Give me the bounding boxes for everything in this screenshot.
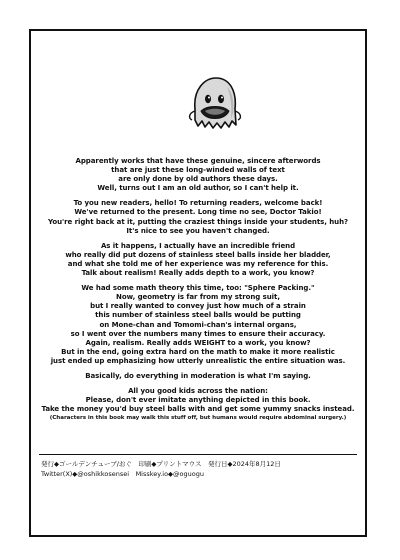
colophon-publication-line: 発行◆ゴールデンチューブ/おぐ 印刷◆プリントマウス 発行日◆2024年8月12日 [41,460,281,468]
text-line: but I really wanted to convey just how much of a strain [90,302,306,311]
text-line: on Mone-chan and Tomomi-chan's internal organs, [99,320,297,329]
afterword-paragraph-5 [37,372,359,381]
ghost-mascot-icon [183,75,245,143]
text-line: this number of stainless steel balls would be putting [95,311,301,320]
afterword-paragraph-3 [37,242,359,278]
text-line: Again, realism. Really adds WEIGHT to a work, you know? [85,338,311,347]
text-line: Basically, do everything in moderation is what I'm saying. [85,371,311,380]
text-line: Well, turns out I am an old author, so I can't help it. [97,184,299,193]
colophon-social-line: Twitter(X)◆@oshikkosensei Misskey.io◆@oguogu [41,470,204,478]
text-line: just ended up emphasizing how utterly unrealistic the entire situation was. [50,356,346,365]
afterword-paragraph-2 [37,199,359,235]
afterword-text [37,157,359,422]
text-line: Talk about realism! Really adds depth to a work, you know? [81,269,315,278]
text-line: Apparently works that have these genuine, sincere afterwords [75,157,321,165]
colophon-divider [39,454,357,455]
text-line: All you good kids across the nation: [128,387,268,396]
text-line: and what she told me of her experience was my reference for this. [67,259,329,268]
text-line: Now, geometry is far from my strong suit, [116,293,280,302]
text-line: so I went over the numbers many times to ensure their accuracy. [70,329,326,338]
text-line: Take the money you'd buy steel balls with and get some yummy snacks instead. [41,405,355,414]
disclaimer-note: (Characters in this book may walk this stuff off, but humans would require abdominal surgery.) [49,415,347,422]
colophon [41,459,361,479]
text-line: It's nice to see you haven't changed. [126,226,270,235]
text-line: You're right back at it, putting the craziest things inside your students, huh? [47,217,349,226]
text-line: To you new readers, hello! To returning readers, welcome back! [73,199,323,208]
text-line: are only done by old authors these days. [118,175,278,184]
afterword-paragraph-6 [37,387,359,422]
text-line: that are just these long-winded walls of text [111,166,285,175]
text-line: We had some math theory this time, too: "Sphere Packing." [81,284,315,293]
text-line: We've returned to the present. Long time no see, Doctor Takio! [74,208,322,217]
afterword-page [29,29,367,537]
afterword-paragraph-4 [37,284,359,366]
text-line: As it happens, I actually have an incredible friend [100,241,296,250]
text-line: who really did put dozens of stainless steel balls inside her bladder, [65,250,331,259]
text-line: But in the end, going extra hard on the math to make it more realistic [61,347,335,356]
text-line: Please, don't ever imitate anything depicted in this book. [85,396,311,405]
afterword-paragraph-1 [37,157,359,193]
